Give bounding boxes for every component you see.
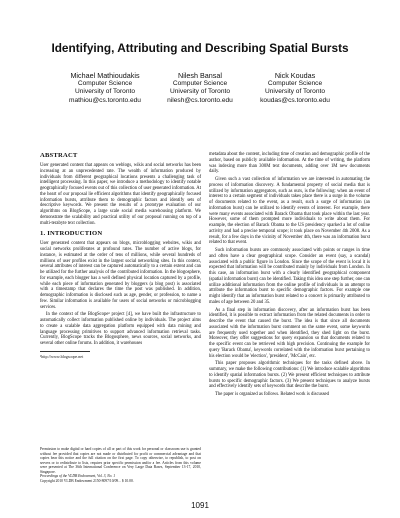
author-email[interactable]: mathiou@cs.toronto.edu [69,96,141,104]
introduction-paragraph: User generated content that appears on blogs, microblogging websites, wikis and social networks proliferates at profound rates. The number of active blogs, for instance, is estimated at the order of tens of millions, while several hundreds of millions of user profiles exist in the largest social networking sites. In this context, several attributes of interest can be captured automatically to a certain extent and can be utilized for the further analysis of the contributed information. In the blogosphere, for example, each blogger has a well defined physical location captured by a profile, while each piece of information generated by bloggers (a blog post) is associated with a timestamp that declares the time the post was published. In addition, demographic information is disclosed such as age, gender, or profession, to name a few. Similar information is available for users of social networks or microblogging services. [40,241,201,310]
author-university: University of Toronto [75,88,135,96]
body-paragraph: As a final step in information discovery, after an information burst has been identified, it is possible to extract information from the related documents in order to describe the event that caused the burst. The idea is that since all documents associated with the information burst comment on the same event, some keywords are frequently used together and when identified, they shed light on the burst. Moreover, they offer suggestions for query expansion so that documents related to the specific event can be retrieved with high precision. Continuing the example for query 'Barack Obama', keywords correlated with the information burst pertaining to his election would be 'election', 'president', 'McCain', etc. [209,307,370,359]
author-university: University of Toronto [170,88,230,96]
footnote-divider [40,351,90,352]
copyright-line: Copyright 2010 VLDB Endowment 2150-8097/10/09... $ 10.00. [40,478,134,483]
introduction-heading: 1. INTRODUCTION [40,230,103,238]
author-name: Michael Mathioudakis [70,71,140,80]
author-department: Computer Science [172,80,228,88]
body-paragraph: metadata about the content, including time of creation and demographic profile of the author, based on publicly available information. At the time of writing, the platform was indexing more than 300M text documents, adding over 1M new documents daily. [209,152,370,175]
abstract-text: User generated content that appears on weblogs, wikis and social networks has been increasing at an unprecedented rate. The wealth of information produced by individuals from different geographical locations presents a challenging task of intelligent processing. In this paper, we introduce a methodology to identify notable geographically focused events out of this collection of user generated information. At the heart of our proposal lie efficient algorithms that identify geographically focused information bursts, attribute them to demographic factors and identify sets of descriptive keywords. We present the results of a prototype evaluation of our algorithms on BlogScope, a large scale social media warehousing platform. We demonstrate the scalability and practical utility of our proposal running on top of a multi-terabyte text collection. [40,163,201,226]
body-paragraph: Given such a vast collection of information we are interested in automating the process of information discovery. A fundamental property of social media that is utilized by information aggregators, such as ours, is the following: when an event of interest to a certain segment of individuals takes place there is a surge in the volume of documents related to the event, as a result, such a surge of information (an information burst) can be utilized to identify events of interest. For example, there were many events associated with Barack Obama that took place within the last year. However, some of them prompted more individuals to write about them. For example, the election of Barack Obama to the US presidency sparked a lot of online activity and had a precise temporal scope; it took place on November 4th 2008. As a result, for a few days in the vicinity of November 4th, there was an information burst related to that event. [209,177,370,246]
author-name: Nick Koudas [274,71,316,80]
body-paragraph: The paper is organized as follows. Related work is discussed [215,392,329,397]
body-paragraph: This paper proposes algorithmic techniques for the tasks defined above. In summary, we make the following contributions: (1) We introduce scalable algorithms to identify spatial information bursts. (2) We present efficient techniques to attribute bursts to specific demographic factors. (3) We present techniques to analyze bursts and effectively identify sets of keywords that describe the burst. [209,361,370,390]
author-department: Computer Science [77,80,133,88]
permission-text: Permission to make digital or hard copies of all or part of this work for personal or classroom use is granted without fee provided that copies are not made or distributed for profit or commercial advantage and that copies bear this notice and the full citation on the first page. To copy otherwise, to republish, to post on servers or to redistribute to lists, requires prior specific permission and/or a fee. Articles from this volume were presented at The 36th International Conference on Very Large Data Bases, September 13-17, 2010, Singapore. [40,447,201,474]
abstract-heading: ABSTRACT [40,152,78,159]
permission-notice [40,447,201,483]
proceedings-line: Proceedings of the VLDB Endowment, Vol. 3, No. 1 [40,474,116,479]
author-name: Nilesh Bansal [178,71,222,80]
footnote[interactable]: ¹http://www.blogscope.net [40,353,84,359]
page-number: 1091 [191,501,209,510]
author-email[interactable]: nilesh@cs.toronto.edu [167,96,233,104]
introduction-paragraph: In the context of the BlogScope¹ project [4], we have built the infrastructure to automatically collect information published online by individuals. The project aims to create a scalable data aggregation platform equipped with data mining and language processing primitives to support advanced information retrieval tasks. Currently, BlogScope tracks the Blogosphere, news sources, social networks, and several other online forums. In addition, it warehouses [40,312,201,346]
body-paragraph: Such information bursts are commonly associated with points or ranges in time and often have a clear geographical scope. Consider an event (say, a scandal) associated with a public figure in London. Since the scope of the event is local it is expected that information will be contributed mainly by individuals from London. In this case, an information burst with a clearly identified geographical component (spatial information burst) can be identified. Taking this idea one step further, one can utilize additional information from the online profile of individuals in an attempt to attribute the information burst to specific demographic factors. For example one might identify that an information burst related to a concert is primarily attributed to males of age between 20 and 35. [209,248,370,305]
paper-title: Identifying, Attributing and Describing Spatial Bursts [51,41,349,55]
author-block [235,72,355,105]
left-column [40,152,201,359]
author-department: Computer Science [267,80,323,88]
author-university: University of Toronto [265,88,325,96]
right-column [209,152,370,400]
author-email[interactable]: koudas@cs.toronto.edu [260,96,330,104]
